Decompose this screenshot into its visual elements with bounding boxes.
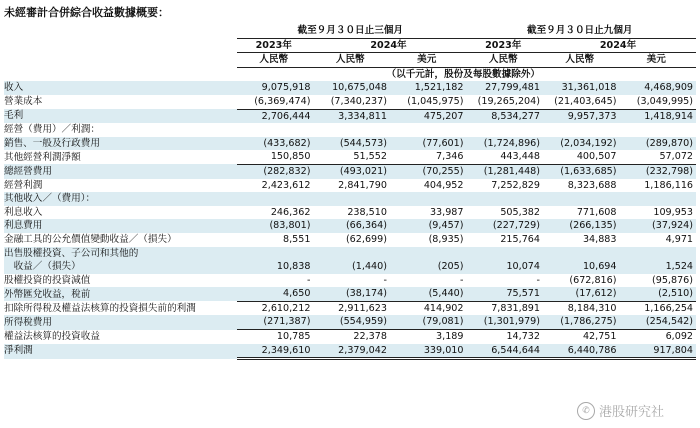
wechat-icon: ✆ (577, 402, 595, 420)
row-value: (66,364) (314, 219, 391, 233)
row-value: 22,378 (353, 331, 387, 343)
row-value: (254,542) (620, 315, 697, 329)
row-value: (2,034,192) (543, 137, 620, 151)
row-value: 10,694 (543, 260, 620, 274)
row-value: (271,387) (237, 315, 314, 329)
row-label: 毛利 (4, 109, 237, 123)
row-value: 2,423,612 (261, 179, 311, 191)
row-value: (1,301,979) (467, 315, 544, 329)
row-value: 1,418,914 (620, 109, 697, 123)
row-value: 8,534,277 (467, 109, 544, 123)
row-value: 2,379,042 (314, 344, 391, 359)
row-value: - (460, 274, 464, 286)
row-value: (672,816) (569, 274, 617, 286)
header-currency-usd: 美元 (390, 53, 467, 68)
row-value: 150,850 (237, 150, 314, 164)
row-value: 10,074 (467, 260, 544, 274)
row-value: 9,957,373 (543, 109, 620, 123)
table-row (4, 301, 696, 315)
table-row (4, 81, 696, 95)
row-label: 其他收入／（費用）： (4, 192, 237, 206)
row-value: (266,135) (543, 219, 620, 233)
row-value: 414,902 (423, 302, 464, 314)
table-row (4, 287, 696, 301)
table-row (4, 233, 696, 247)
income-summary-table (4, 24, 696, 360)
header-year-2023-q: 2023年 (237, 38, 314, 53)
row-value: 109,953 (653, 206, 694, 218)
row-label: 淨利潤 (4, 344, 237, 359)
row-value (543, 123, 620, 137)
table-row (4, 260, 696, 274)
row-value (543, 192, 620, 206)
row-value (237, 192, 314, 206)
row-label: 扣除所得稅及權益法核算的投資損失前的利潤 (4, 302, 196, 314)
row-value: 7,346 (390, 150, 467, 164)
row-value: 2,911,623 (338, 302, 387, 314)
header-currency-rmb: 人民幣 (314, 53, 391, 68)
row-value: 51,552 (314, 150, 391, 164)
row-value: (8,935) (428, 233, 464, 245)
watermark (577, 401, 664, 420)
header-three-months: 截至９月３０日止三個月 (237, 24, 467, 38)
row-value: 238,510 (347, 206, 387, 218)
row-value (237, 247, 314, 261)
row-value: (1,440) (314, 260, 391, 274)
row-value: 4,468,909 (620, 81, 697, 95)
row-value: 9,075,918 (237, 81, 314, 95)
row-value: 31,361,018 (543, 81, 620, 95)
row-value: (77,601) (390, 137, 467, 151)
row-value: 505,382 (500, 206, 541, 218)
row-value: (1,281,448) (467, 164, 544, 178)
row-value: 404,952 (423, 179, 464, 191)
table-row (4, 330, 696, 344)
row-value: (433,682) (237, 137, 314, 151)
row-value: (83,801) (237, 219, 314, 233)
row-value: (493,021) (314, 164, 391, 178)
row-value: (95,876) (651, 274, 694, 286)
row-label: 股權投資的投資減值 (4, 274, 91, 286)
row-value: (554,959) (314, 315, 391, 329)
row-value: 34,883 (582, 233, 617, 245)
row-value: 75,571 (467, 287, 544, 301)
header-unit-note: （以千元計，股份及每股數據除外） (386, 68, 541, 80)
row-value: (1,045,975) (390, 95, 467, 109)
row-label: 金融工具的公允價值變動收益／（損失） (4, 233, 177, 245)
table-row (4, 219, 696, 233)
row-value (390, 192, 467, 206)
row-value: (3,049,995) (620, 95, 697, 109)
row-label: 利息費用 (4, 219, 237, 233)
row-value: 3,334,811 (314, 109, 391, 123)
row-value: 443,448 (467, 150, 544, 164)
row-value (467, 192, 544, 206)
row-value: (1,633,685) (543, 164, 620, 178)
row-value: (19,265,204) (467, 95, 544, 109)
row-value: 2,349,610 (237, 344, 314, 359)
row-value (314, 247, 391, 261)
header-currency-rmb: 人民幣 (467, 53, 544, 68)
row-value: (38,174) (314, 287, 391, 301)
row-value: (5,440) (390, 287, 467, 301)
row-value: 339,010 (390, 344, 467, 359)
table-row (4, 344, 696, 359)
row-value (620, 123, 697, 137)
table-row (4, 274, 696, 288)
row-label: 營業成本 (4, 96, 43, 108)
row-value: 33,987 (429, 206, 464, 218)
row-value: 42,751 (582, 331, 617, 343)
table-row (4, 179, 696, 193)
row-label: 利息收入 (4, 206, 43, 218)
row-label: 總經營費用 (4, 164, 237, 178)
table-row (4, 123, 696, 137)
row-label: 出售股權投資、子公司和其他的 (4, 247, 237, 261)
row-value: 6,544,644 (467, 344, 544, 359)
row-value: (79,081) (390, 315, 467, 329)
row-value: - (536, 274, 541, 286)
row-value (620, 247, 697, 261)
row-value: 2,841,790 (338, 179, 387, 191)
row-value: 10,675,048 (314, 81, 391, 95)
row-value: 2,610,212 (261, 302, 311, 314)
row-label: 經營利潤 (4, 179, 43, 191)
row-value: 6,440,786 (543, 344, 620, 359)
row-value: (227,729) (467, 219, 544, 233)
row-value: 57,072 (620, 150, 697, 164)
row-value: (205) (390, 260, 467, 274)
row-label: 收益／（損失） (4, 260, 237, 274)
row-value: (21,403,645) (543, 95, 620, 109)
page-title: 未經審計合併綜合收益數據概要： (4, 6, 169, 19)
table-row (4, 150, 696, 164)
row-value (314, 123, 391, 137)
row-value: 10,785 (276, 331, 311, 343)
row-value: (1,786,275) (543, 315, 620, 329)
row-value: 1,521,182 (390, 81, 467, 95)
header-currency-rmb: 人民幣 (543, 53, 620, 68)
row-label: 所得稅費用 (4, 315, 237, 329)
row-value: - (307, 274, 311, 286)
table-row (4, 206, 696, 220)
row-value: 10,838 (237, 260, 314, 274)
header-year-2023-9m: 2023年 (467, 38, 544, 53)
row-value: 215,764 (500, 233, 541, 245)
header-year-2024-9m: 2024年 (543, 38, 696, 53)
row-value: 475,207 (390, 109, 467, 123)
row-value (390, 247, 467, 261)
row-value: 1,166,254 (644, 302, 694, 314)
watermark-text: 港股研究社 (598, 405, 664, 420)
row-value (620, 192, 697, 206)
row-value (543, 247, 620, 261)
header-currency-usd: 美元 (620, 53, 697, 68)
row-value: 8,323,688 (567, 179, 617, 191)
row-value: (17,612) (543, 287, 620, 301)
row-value: (232,798) (620, 164, 697, 178)
row-value: - (383, 274, 387, 286)
row-value: 6,092 (665, 331, 694, 343)
table-row (4, 137, 696, 151)
row-value: 771,608 (576, 206, 617, 218)
table-row (4, 192, 696, 206)
row-value: 246,362 (270, 206, 311, 218)
row-value: (544,573) (314, 137, 391, 151)
row-label: 經營（費用）／利潤： (4, 124, 100, 136)
row-value: 14,732 (506, 331, 541, 343)
row-value: (282,832) (237, 164, 314, 178)
row-value: (9,457) (390, 219, 467, 233)
row-label: 權益法核算的投資收益 (4, 330, 100, 342)
row-value: 8,551 (283, 233, 311, 245)
row-value: 400,507 (543, 150, 620, 164)
table-row (4, 247, 696, 261)
header-currency-rmb: 人民幣 (237, 53, 314, 68)
row-value: (37,924) (620, 219, 697, 233)
row-value: 1,186,116 (644, 179, 694, 191)
row-value: 4,971 (665, 233, 694, 245)
row-value (467, 123, 544, 137)
row-label: 外幣匯兌收益，稅前 (4, 287, 237, 301)
row-value: (6,369,474) (237, 95, 314, 109)
row-value: 4,650 (237, 287, 314, 301)
header-nine-months: 截至９月３０日止九個月 (467, 24, 697, 38)
table-row (4, 164, 696, 178)
row-value (237, 123, 314, 137)
table-row (4, 109, 696, 123)
row-value: (1,724,896) (467, 137, 544, 151)
row-value: 917,804 (620, 344, 697, 359)
row-value: (7,340,237) (314, 95, 391, 109)
row-value: (289,870) (620, 137, 697, 151)
row-value: 8,184,310 (567, 302, 617, 314)
row-value: 2,706,444 (237, 109, 314, 123)
row-value (390, 123, 467, 137)
row-value: (62,699) (345, 233, 387, 245)
row-value (467, 247, 544, 261)
row-value: (70,255) (390, 164, 467, 178)
row-value: (2,510) (620, 287, 697, 301)
row-value: 7,831,891 (491, 302, 541, 314)
table-row (4, 315, 696, 329)
row-label: 收入 (4, 81, 237, 95)
row-label: 其他經營利潤淨額 (4, 151, 81, 163)
table-row (4, 95, 696, 109)
row-value: 27,799,481 (467, 81, 544, 95)
row-value: 7,252,829 (491, 179, 541, 191)
row-value: 3,189 (436, 331, 464, 343)
header-year-2024-q: 2024年 (314, 38, 467, 53)
row-value (314, 192, 391, 206)
row-value: 1,524 (620, 260, 697, 274)
row-label: 銷售、一般及行政費用 (4, 137, 237, 151)
